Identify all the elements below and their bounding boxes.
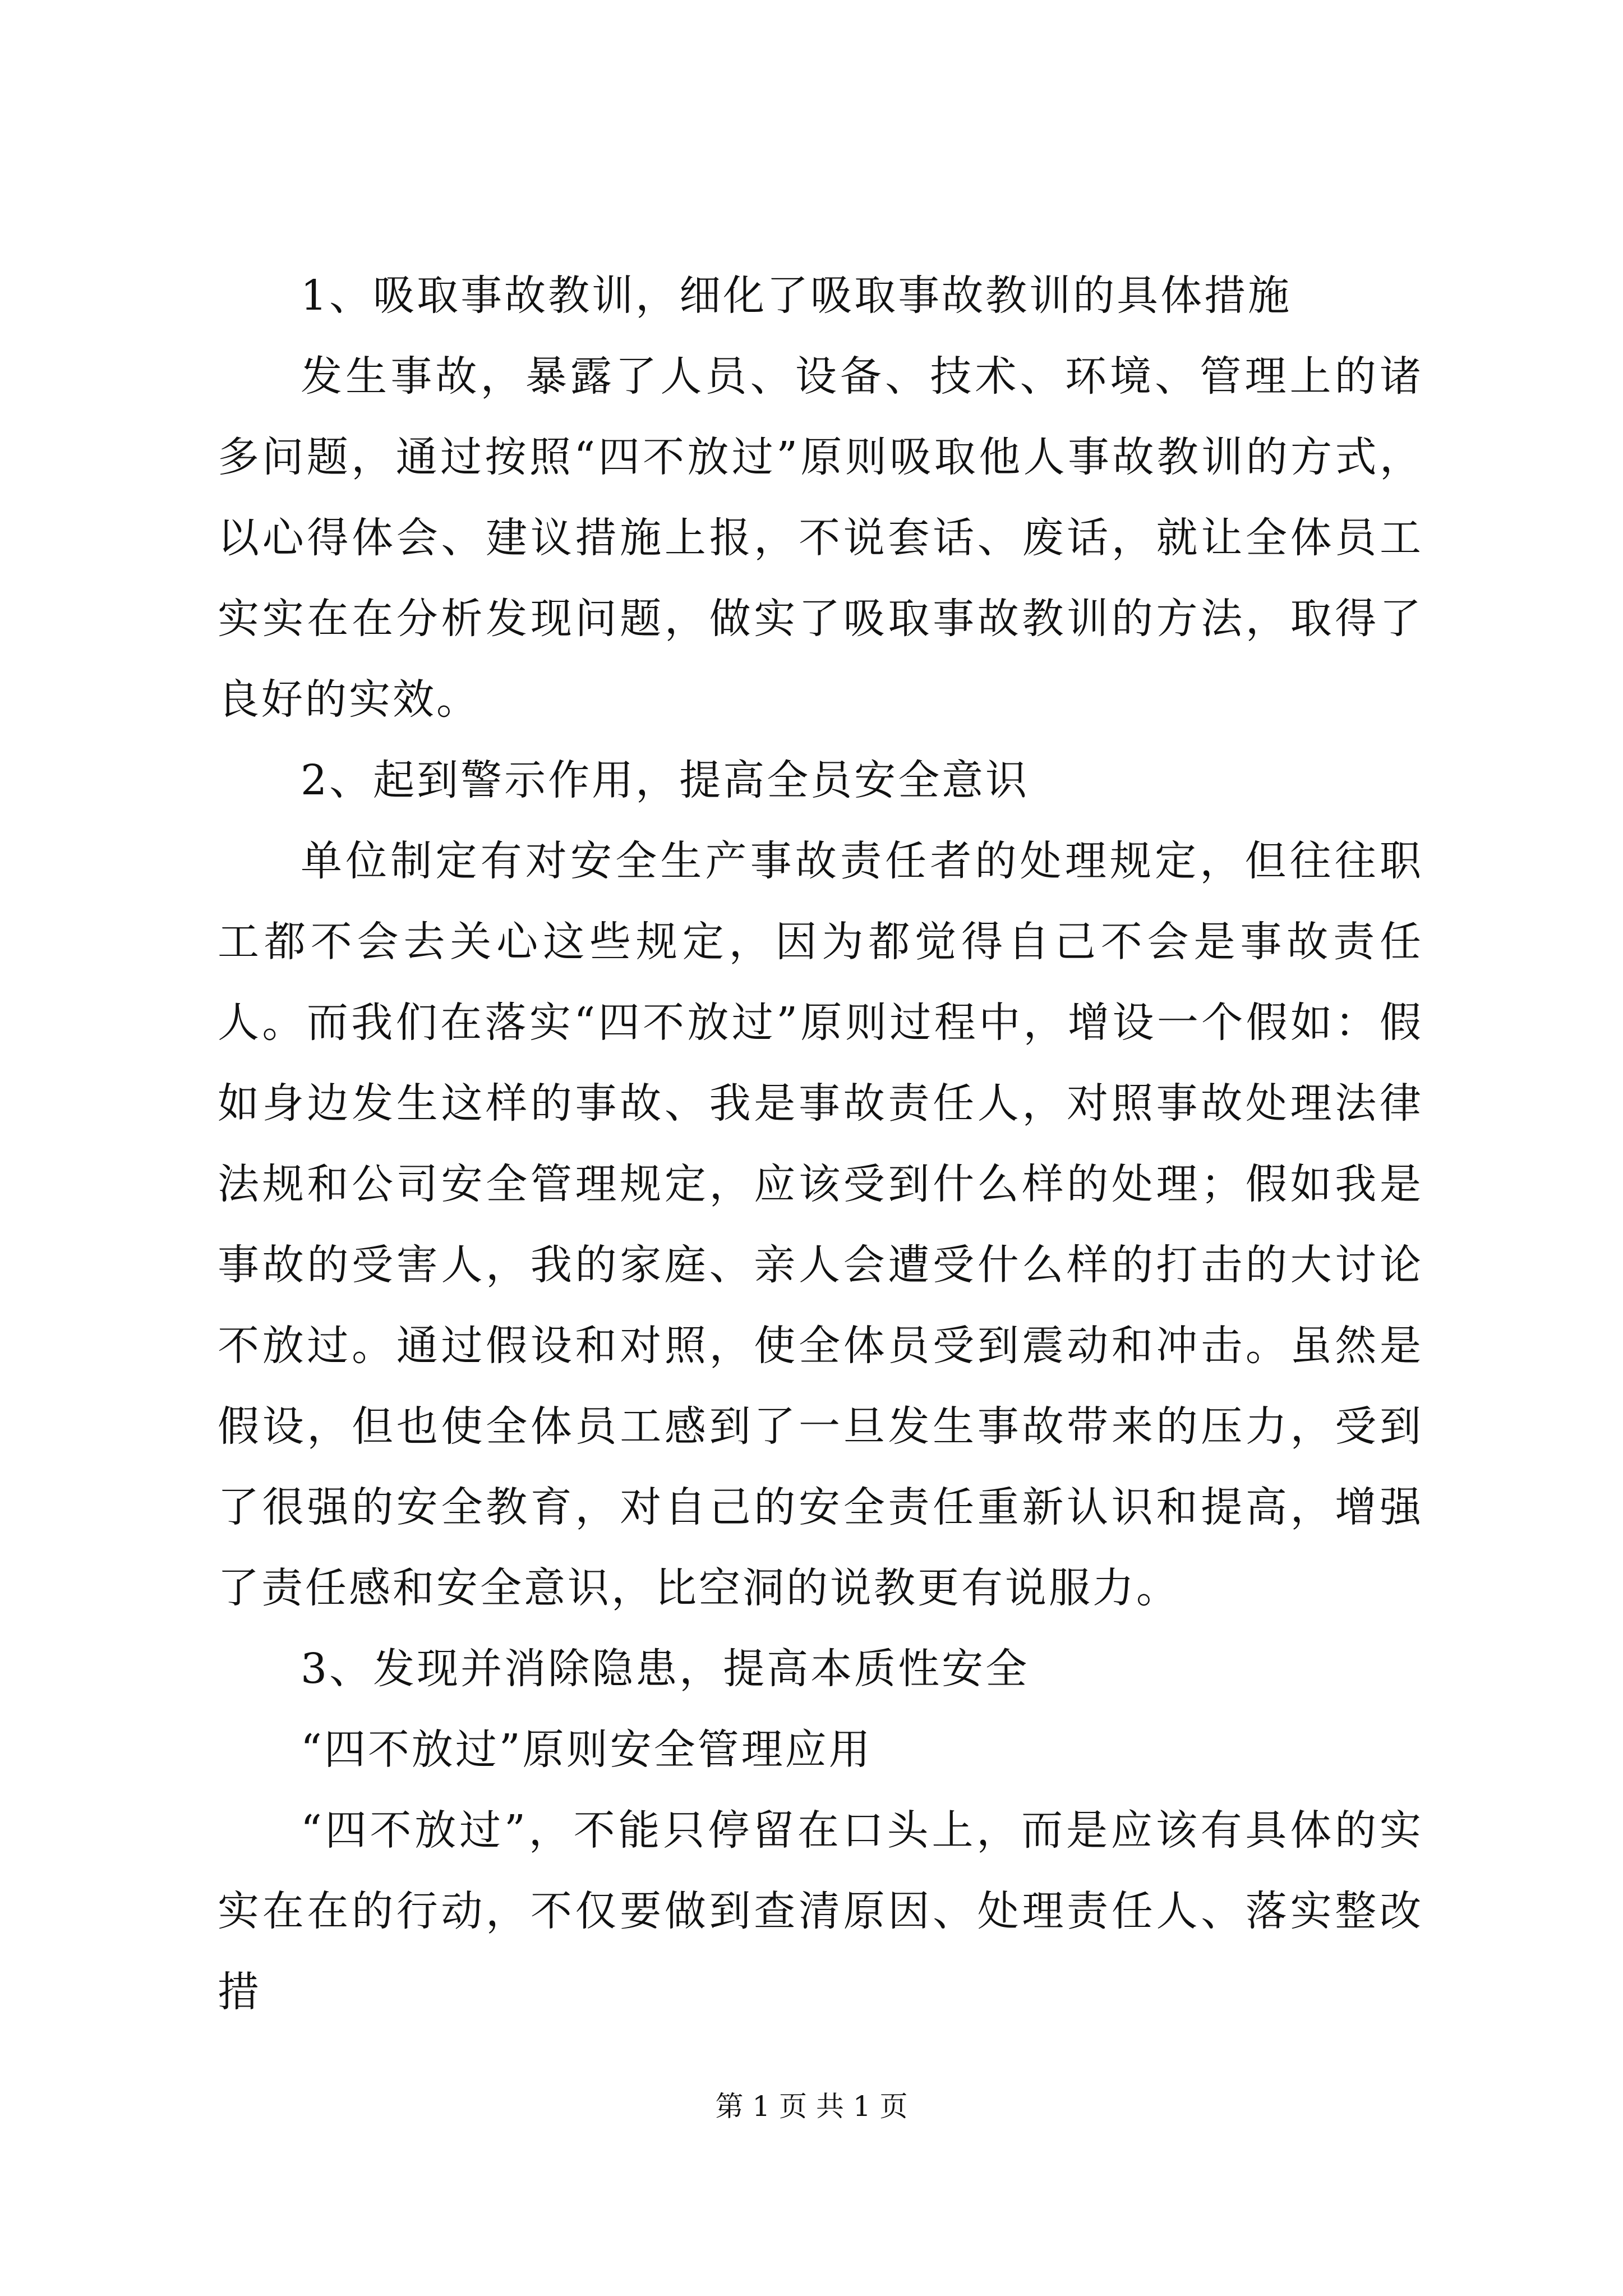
page-number-footer: 第 1 页 共 1 页 <box>715 2090 908 2123</box>
subheading: “四不放过”原则安全管理应用 <box>301 1726 873 1774</box>
section-heading-2: 2、起到警示作用，提高全员安全意识 <box>301 756 1030 804</box>
section-heading-3: 3、发现并消除隐患，提高本质性安全 <box>301 1645 1030 1693</box>
document-body <box>218 255 1423 2032</box>
body-paragraph-3: “四不放过”，不能只停留在口头上，而是应该有具体的实实在在的行动，不仅要做到查清原因、处理责任人、落实整改措 <box>218 1806 1423 2016</box>
section-heading-1: 1、吸取事故教训，细化了吸取事故教训的具体措施 <box>301 272 1292 320</box>
body-paragraph-2: 单位制定有对安全生产事故责任者的处理规定，但往往职工都不会去关心这些规定，因为都觉得自己不会是事故责任人。而我们在落实“四不放过”原则过程中，增设一个假如：假如身边发生这样的事故、我是事故责任人，对照事故处理法律法规和公司安全管理规定，应该受到什么样的处理；假如我是事故的受害人，我的家庭、亲人会遭受什么样的打击的大讨论不放过。通过假设和对照，使全体员受到震动和冲击。虽然是假设，但也使全体员工感到了一旦发生事故带来的压力，受到了很强的安全教育，对自己的安全责任重新认识和提高，增强了责任感和安全意识，比空洞的说教更有说服力。 <box>218 837 1423 1612</box>
body-paragraph-1: 发生事故，暴露了人员、设备、技术、环境、管理上的诸多问题，通过按照“四不放过”原则吸取他人事故教训的方式，以心得体会、建议措施上报，不说套话、废话，就让全体员工实实在在分析发现问题，做实了吸取事故教训的方法，取得了良好的实效。 <box>218 352 1423 724</box>
